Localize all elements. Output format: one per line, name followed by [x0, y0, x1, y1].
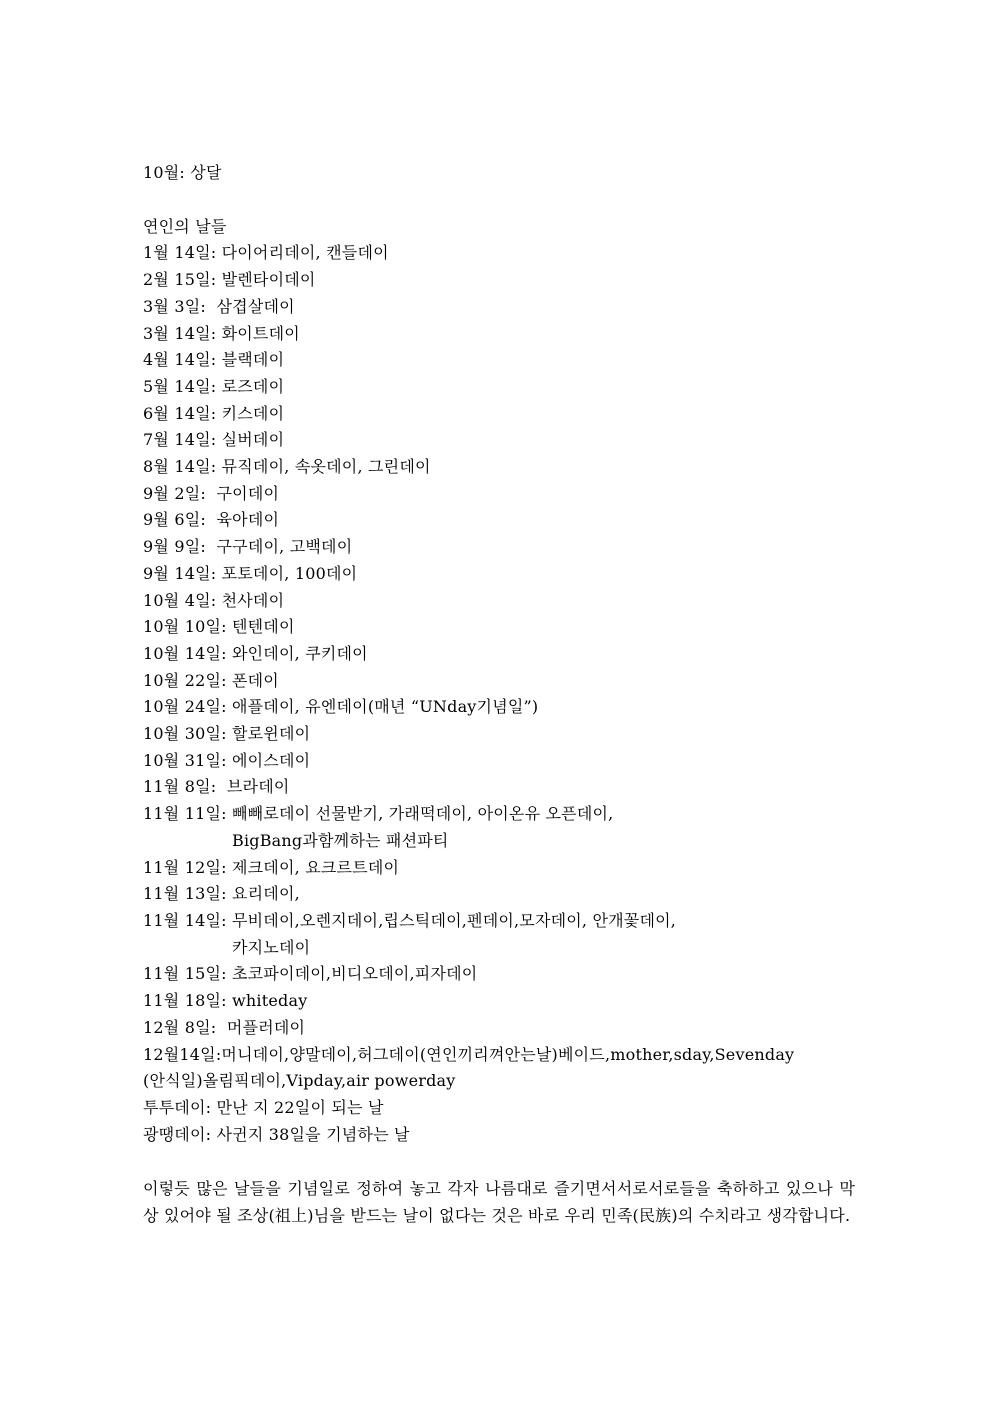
entry-description: 다이어리데이, 캔들데이: [221, 243, 389, 263]
anniversary-entry: [143, 321, 855, 348]
entry-date: 10월 24일:: [143, 697, 232, 717]
anniversary-entry: [143, 614, 855, 641]
section-title: 연인의 날들: [143, 216, 227, 236]
entry-date: 10월 14일:: [143, 643, 232, 663]
closing-paragraph: 이렇듯 많은 날들을 기념일로 정하여 놓고 각자 나름대로 즐기면서서로서로들을 축하하고 있으나 막상 있어야 될 조상(祖上)님을 받드는 날이 없다는 것은 바로 우리 민족(民族)의 수치라고 생각합니다.: [143, 1179, 855, 1226]
entry-date: 11월 15일:: [143, 964, 232, 984]
anniversary-entry: [143, 507, 855, 534]
anniversary-entry: [143, 267, 855, 294]
anniversary-entry: [143, 774, 855, 801]
anniversary-entry: [143, 908, 855, 961]
anniversary-entry: [143, 427, 855, 454]
entry-description: 뮤직데이, 속옷데이, 그린데이: [221, 457, 431, 477]
entry-date: 10월 31일:: [143, 750, 232, 770]
entry-date: 3월 14일:: [143, 323, 222, 343]
document-body: [143, 160, 855, 1229]
anniversary-entry: [143, 481, 855, 508]
entry-date: 12월 8일:: [143, 1017, 227, 1037]
anniversary-entry: [143, 961, 855, 988]
entry-date: 3월 3일:: [143, 296, 217, 316]
anniversary-entry: [143, 561, 855, 588]
anniversary-entry: [143, 881, 855, 908]
anniversary-entry: [143, 641, 855, 668]
entry-date: 6월 14일:: [143, 403, 222, 423]
entry-description: 육아데이: [216, 510, 280, 530]
entry-description: 애플데이, 유엔데이(매년 “UNday기념일”): [232, 697, 539, 717]
entry-description: 텐텐데이: [232, 617, 295, 637]
entry-description: 천사데이: [221, 590, 285, 610]
entry-date: 11월 18일:: [143, 991, 232, 1011]
entry-description: 초코파이데이,비디오데이,피자데이: [232, 964, 478, 984]
anniversary-entry: [143, 801, 855, 854]
blank-line: [143, 187, 855, 214]
entry-description: 로즈데이: [221, 376, 285, 396]
entry-description: 삼겹살데이: [216, 296, 295, 316]
entry-description: 키스데이: [221, 403, 285, 423]
entry-date: 10월 22일:: [143, 670, 232, 690]
entry-description: whiteday: [232, 991, 308, 1011]
anniversary-entry: [143, 721, 855, 748]
entry-date: 9월 6일:: [143, 510, 217, 530]
entry-description: 와인데이, 쿠키데이: [232, 643, 368, 663]
tutu-day-line: 투투데이: 만난 지 22일이 되는 날: [143, 1097, 384, 1117]
entry-date: 7월 14일:: [143, 430, 222, 450]
entry-date: 9월 9일:: [143, 537, 217, 557]
entry-description: 포토데이, 100데이: [221, 563, 358, 583]
entry-date: 9월 2일:: [143, 483, 217, 503]
kwangttaeng-day-line: 광땡데이: 사귄지 38일을 기념하는 날: [143, 1124, 410, 1144]
entry-date: 2월 15일:: [143, 270, 222, 290]
heading-line: 10월: 상달: [143, 163, 222, 182]
entry-description: 폰데이: [232, 670, 279, 690]
dec14-line-1: 12월14일:머니데이,양말데이,허그데이(연인끼리껴안는날)베이드,mother,sday,Sevenday: [143, 1044, 795, 1064]
entry-description: 구이데이: [216, 483, 280, 503]
anniversary-entry: [143, 240, 855, 267]
entry-description: 머플러데이: [226, 1017, 306, 1037]
entry-date: 11월 13일:: [143, 884, 232, 904]
anniversary-entry: [143, 694, 855, 721]
entry-date: 1월 14일:: [143, 243, 222, 263]
entry-description: 화이트데이: [221, 323, 300, 343]
anniversary-entry: [143, 668, 855, 695]
entry-description: 제크데이, 요크르트데이: [232, 857, 400, 877]
entry-date: 11월 11일:: [143, 804, 232, 824]
entry-date: 11월 12일:: [143, 857, 232, 877]
entry-description: 할로윈데이: [232, 724, 311, 744]
entry-description: 브라데이: [226, 777, 290, 797]
anniversary-entry: [143, 988, 855, 1015]
anniversary-entry: [143, 855, 855, 882]
entry-description: 에이스데이: [232, 750, 311, 770]
anniversary-entry: [143, 374, 855, 401]
entry-date: 11월 14일:: [143, 910, 232, 930]
entry-date: 5월 14일:: [143, 376, 222, 396]
entry-description: 요리데이,: [232, 884, 300, 904]
entry-description: 실버데이: [221, 430, 285, 450]
anniversary-entry: [143, 401, 855, 428]
anniversary-entry: [143, 534, 855, 561]
entry-description: 블랙데이: [221, 350, 285, 370]
anniversary-entry: [143, 588, 855, 615]
entry-date: 10월 4일:: [143, 590, 222, 610]
dec14-line-2: (안식일)올림픽데이,Vipday,air powerday: [143, 1071, 456, 1091]
anniversary-list: [143, 240, 855, 1041]
anniversary-entry: [143, 1015, 855, 1042]
anniversary-entry: [143, 294, 855, 321]
blank-line: [143, 1148, 855, 1175]
entry-description: 빼빼로데이 선물받기, 가래떡데이, 아이온유 오픈데이, BigBang과함께하는 패션파티: [232, 804, 614, 850]
entry-date: 9월 14일:: [143, 563, 222, 583]
entry-date: 8월 14일:: [143, 457, 222, 477]
entry-description: 무비데이,오렌지데이,립스틱데이,펜데이,모자데이, 안개꽃데이, 카지노데이: [232, 910, 677, 957]
anniversary-entry: [143, 748, 855, 775]
entry-date: 10월 30일:: [143, 724, 232, 744]
entry-date: 11월 8일:: [143, 777, 227, 797]
anniversary-entry: [143, 454, 855, 481]
entry-date: 10월 10일:: [143, 617, 232, 637]
entry-date: 4월 14일:: [143, 350, 222, 370]
entry-description: 구구데이, 고백데이: [216, 537, 353, 557]
entry-description: 발렌타이데이: [221, 270, 316, 290]
anniversary-entry: [143, 347, 855, 374]
